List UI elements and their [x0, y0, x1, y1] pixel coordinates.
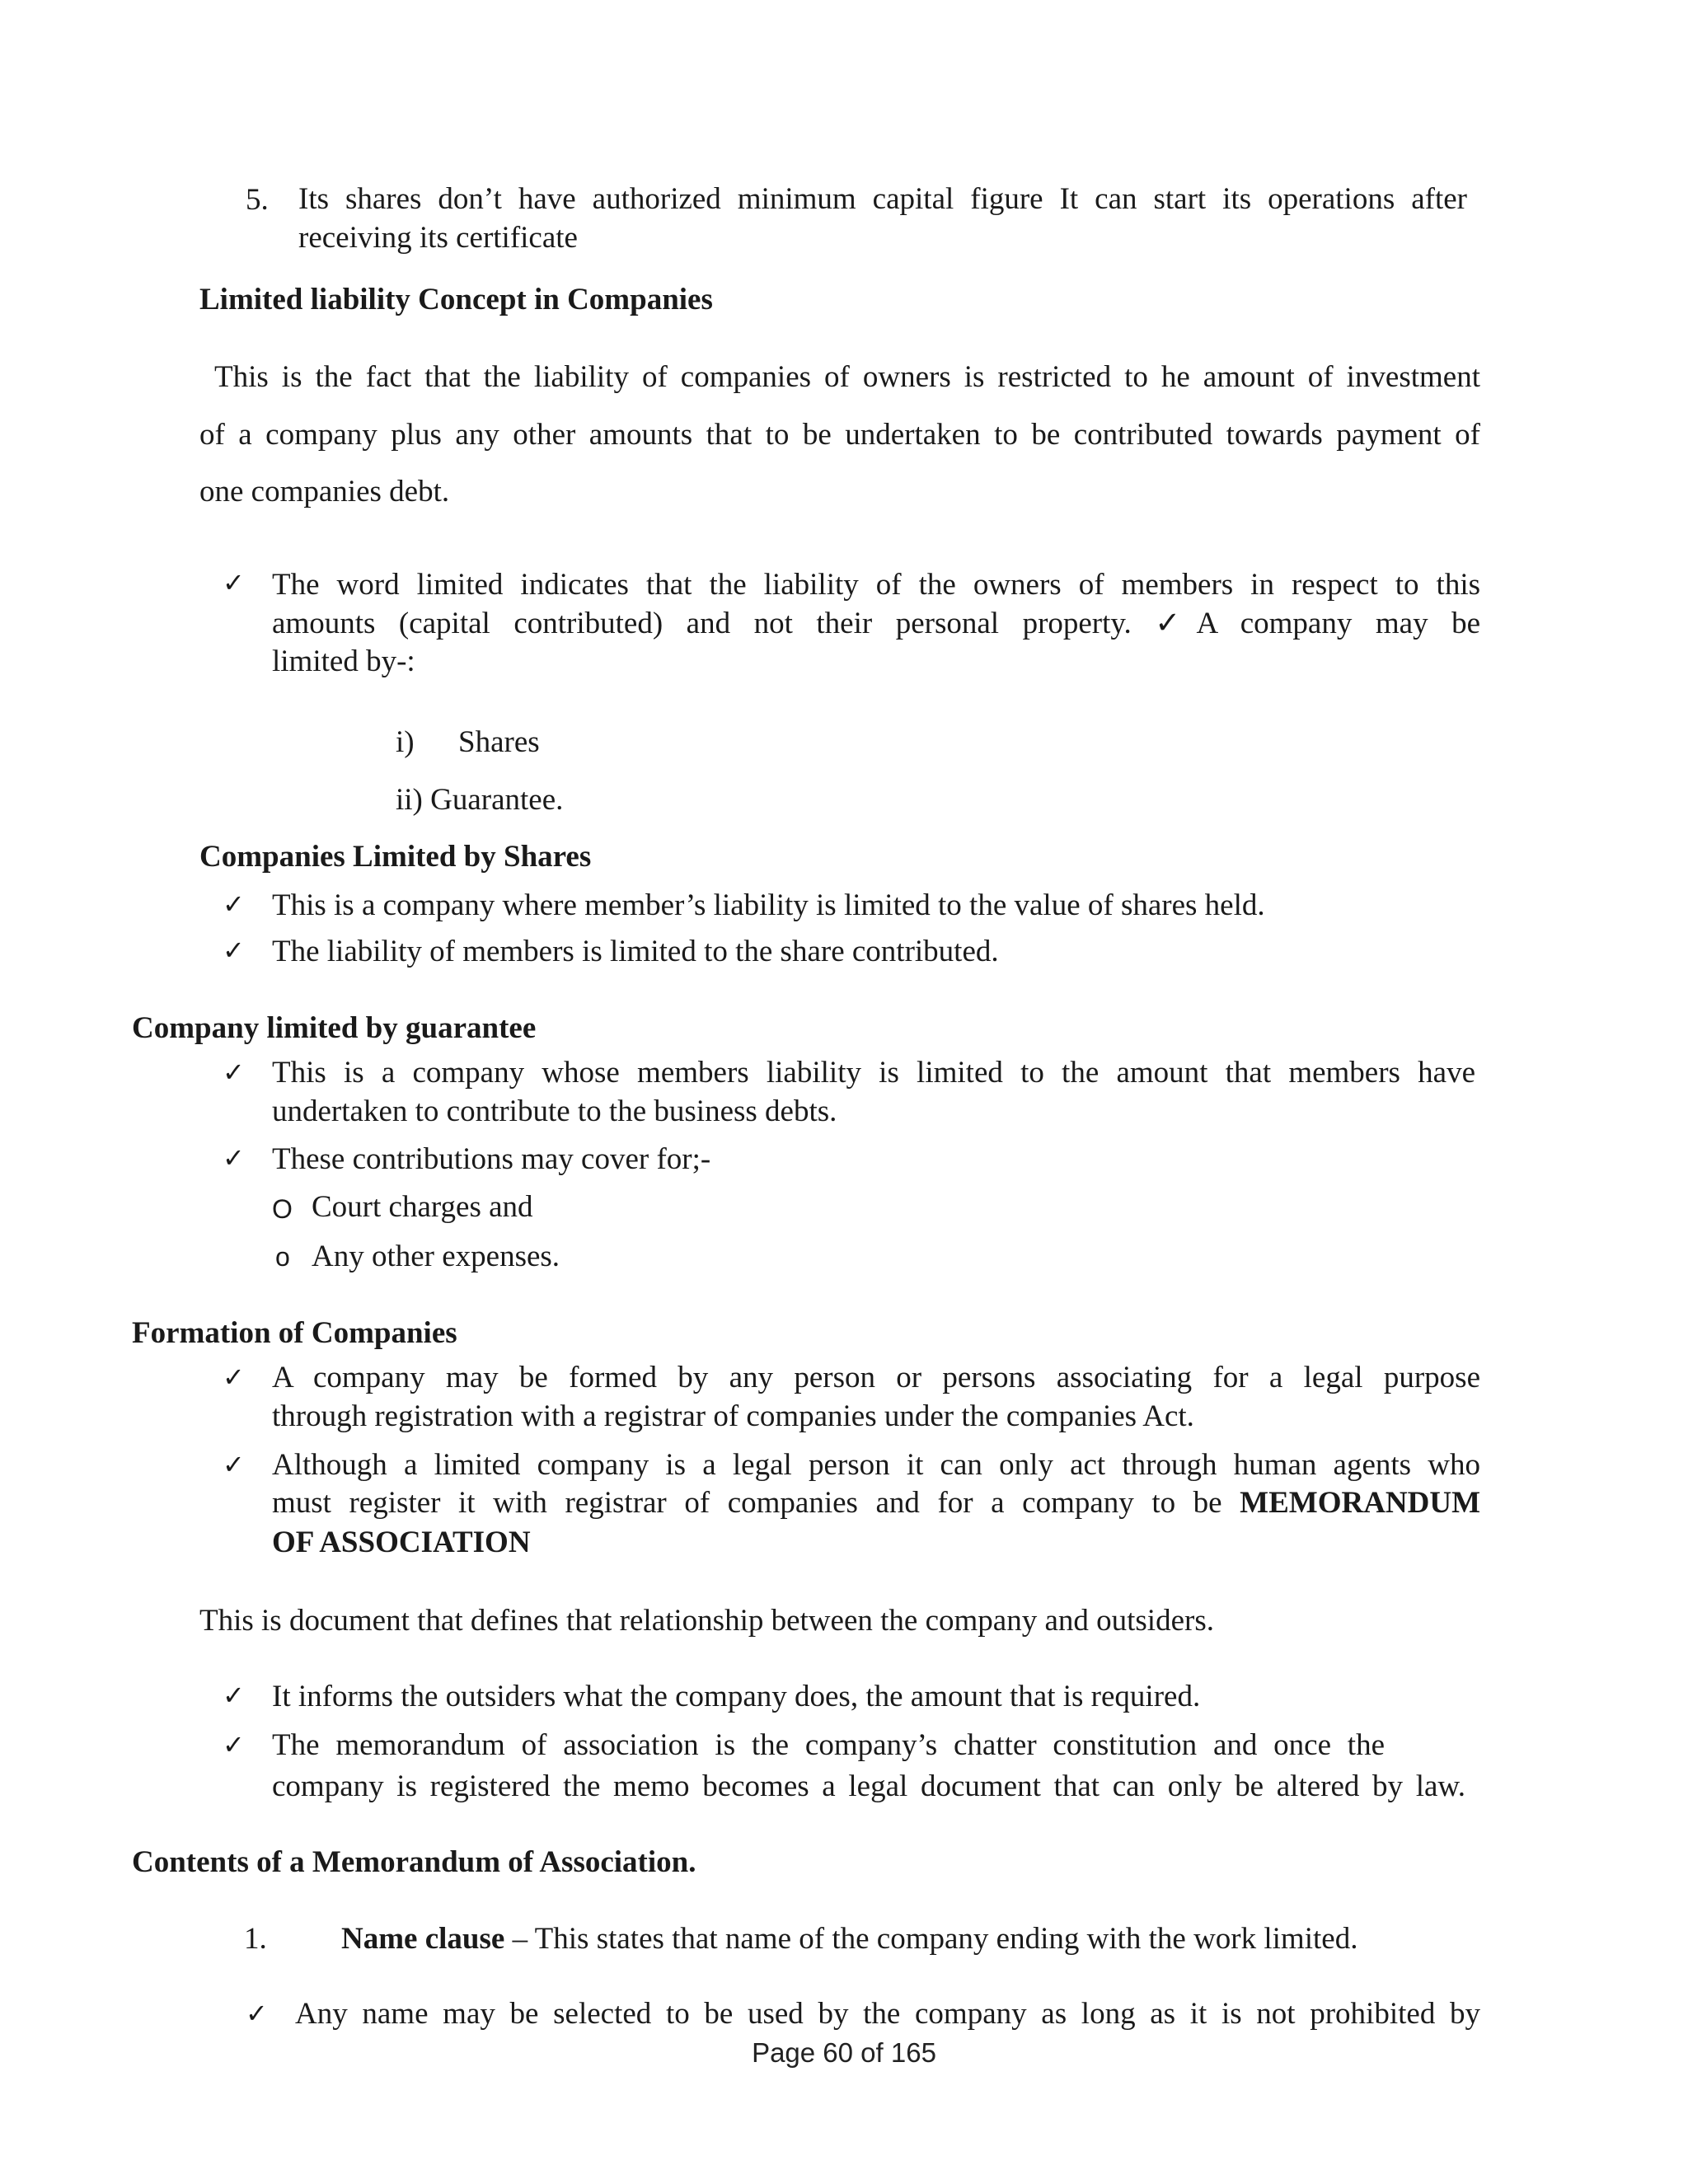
bullet-line: undertaken to contribute to the business debts.	[272, 1094, 837, 1128]
sub-list-item: Shares	[458, 725, 540, 759]
sub-list-number: i)	[396, 725, 415, 759]
checkmark-icon: ✓	[223, 1449, 245, 1480]
list-number: 5.	[246, 183, 269, 217]
bullet-line: A company may be formed by any person or persons associating for a legal purpose	[272, 1361, 1480, 1394]
paragraph-line: This is document that defines that relationship between the company and outsiders.	[199, 1604, 1214, 1638]
bullet-line: It informs the outsiders what the company does, the amount that is required.	[272, 1680, 1201, 1713]
checkmark-icon: ✓	[223, 888, 245, 920]
sub-list-item: Any other expenses.	[312, 1240, 560, 1273]
section-heading-limited-liability: Limited liability Concept in Companies	[199, 283, 713, 316]
bullet-line: These contributions may cover for;-	[272, 1142, 711, 1176]
bullet-line-bold: OF ASSOCIATION	[272, 1526, 531, 1559]
bullet-line: must register it with registrar of companies and for a company to be MEMORANDUM	[272, 1486, 1480, 1520]
item5-line2: receiving its certificate	[298, 221, 578, 255]
circle-bullet-icon: o	[275, 1242, 290, 1272]
bullet-line: Although a limited company is a legal person it can only act through human agents who	[272, 1448, 1480, 1482]
section-heading-contents: Contents of a Memorandum of Association.	[132, 1845, 696, 1879]
bullet-line: This is a company whose members liability is limited to the amount that members have	[272, 1056, 1475, 1090]
paragraph-line: of a company plus any other amounts that to be undertaken to be contributed towards payment of	[199, 418, 1480, 452]
bullet-line: The memorandum of association is the company’s chatter constitution and once the	[272, 1728, 1385, 1762]
paragraph-line: This is the fact that the liability of companies of owners is restricted to he amount of investment	[214, 360, 1480, 394]
section-heading-guarantee: Company limited by guarantee	[132, 1011, 537, 1045]
bullet-line: limited by-:	[272, 644, 415, 678]
checkmark-icon: ✓	[223, 935, 245, 966]
bullet-line: company is registered the memo becomes a legal document that can only be altered by law.	[272, 1769, 1465, 1803]
checkmark-icon: ✓	[223, 1361, 245, 1393]
checkmark-icon: ✓	[223, 1680, 245, 1711]
list-item: Name clause – This states that name of the company ending with the work limited.	[341, 1922, 1358, 1956]
bullet-line: The liability of members is limited to the share contributed.	[272, 935, 999, 968]
checkmark-icon: ✓	[223, 567, 245, 598]
checkmark-icon: ✓	[223, 1142, 245, 1174]
paragraph-line: one companies debt.	[199, 475, 450, 509]
bullet-line: This is a company where member’s liability is limited to the value of shares held.	[272, 888, 1265, 922]
checkmark-icon: ✓	[223, 1729, 245, 1760]
section-heading-formation: Formation of Companies	[132, 1316, 457, 1350]
list-number: 1.	[244, 1922, 267, 1956]
checkmark-icon: ✓	[223, 1057, 245, 1088]
section-heading-shares: Companies Limited by Shares	[199, 840, 592, 874]
bullet-line: through registration with a registrar of companies under the companies Act.	[272, 1399, 1194, 1433]
sub-list-item: Court charges and	[312, 1190, 533, 1224]
checkmark-icon: ✓	[246, 1998, 268, 2029]
item5-line1: Its shares don’t have authorized minimum capital figure It can start its operations after	[298, 182, 1467, 216]
page-number: Page 60 of 165	[752, 2037, 936, 2068]
bullet-line: The word limited indicates that the liability of the owners of members in respect to this	[272, 568, 1480, 602]
bullet-line: amounts (capital contributed) and not their personal property. ✓A company may be	[272, 607, 1480, 640]
bullet-line: Any name may be selected to be used by the company as long as it is not prohibited by	[295, 1997, 1480, 2031]
sub-list-item: ii) Guarantee.	[396, 783, 564, 817]
circle-bullet-icon: O	[272, 1194, 293, 1224]
